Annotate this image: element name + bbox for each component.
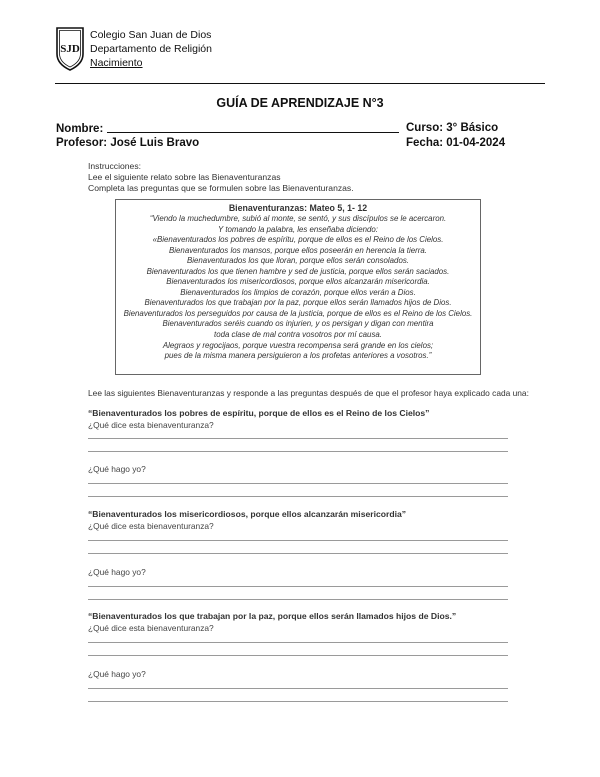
unit-topic: Nacimiento xyxy=(90,57,143,69)
name-course-row xyxy=(56,122,506,135)
reading-line: Bienaventurados los que tienen hambre y sed de justicia, porque ellos serán saciados. xyxy=(146,266,450,276)
school-crest-lettering: SJD xyxy=(60,43,80,55)
header-divider xyxy=(55,83,545,84)
instructions xyxy=(88,161,354,194)
question-what-do-i: ¿Qué hago yo? xyxy=(88,464,146,474)
reading-line: Alegraos y regocijaos, porque vuestra recompensa será grande en los cielos; xyxy=(162,340,434,350)
answer-line[interactable] xyxy=(88,655,508,656)
reading-line: Bienaventurados los limpios de corazón, porque ellos verán a Dios. xyxy=(180,287,416,297)
reading-box xyxy=(115,199,481,375)
answer-line[interactable] xyxy=(88,701,508,702)
answer-line[interactable] xyxy=(88,586,508,587)
answer-line[interactable] xyxy=(88,438,508,439)
reading-line: Bienaventurados seréis cuando os injurien, y os persigan y digan con mentira xyxy=(162,319,434,329)
answer-line[interactable] xyxy=(88,451,508,452)
question-what-says: ¿Qué dice esta bienaventuranza? xyxy=(88,521,214,531)
school-info xyxy=(90,28,212,70)
instructions-line: Lee el siguiente relato sobre las Bienaventuranzas xyxy=(88,172,281,182)
teacher-date-row xyxy=(56,137,506,149)
question-quote: “Bienaventurados los pobres de espíritu, porque de ellos es el Reino de los Cielos” xyxy=(88,408,430,418)
school-crest-icon xyxy=(55,26,85,72)
course-label: Curso: 3° Básico xyxy=(406,122,499,134)
date-label: Fecha: 01-04-2024 xyxy=(406,137,506,149)
question-quote: “Bienaventurados los misericordiosos, porque ellos alcanzarán misericordia” xyxy=(88,509,407,519)
question-what-says: ¿Qué dice esta bienaventuranza? xyxy=(88,623,214,633)
answer-line[interactable] xyxy=(88,642,508,643)
question-what-do-i: ¿Qué hago yo? xyxy=(88,669,146,679)
reading-line: Bienaventurados los mansos, porque ellos poseerán en herencia la tierra. xyxy=(169,245,427,255)
department-name: Departamento de Religión xyxy=(90,43,212,55)
reading-title: Bienaventuranzas: Mateo 5, 1- 12 xyxy=(228,203,368,213)
reading-line: Y tomando la palabra, les enseñaba diciendo: xyxy=(218,224,378,234)
reading-line: Bienaventurados los perseguidos por causa de la justicia, porque de ellos es el Reino de los Cielos. xyxy=(123,308,473,318)
question-what-says: ¿Qué dice esta bienaventuranza? xyxy=(88,420,214,430)
answer-line[interactable] xyxy=(88,496,508,497)
answer-line[interactable] xyxy=(88,483,508,484)
reading-line: toda clase de mal contra vosotros por mí causa. xyxy=(214,330,382,340)
answer-line[interactable] xyxy=(88,599,508,600)
reading-line: Bienaventurados los que lloran, porque ellos serán consolados. xyxy=(187,256,409,266)
question-quote: “Bienaventurados los que trabajan por la paz, porque ellos serán llamados hijos de Dios.” xyxy=(88,611,457,621)
reading-line: pues de la misma manera persiguieron a los profetas anteriores a vosotros.” xyxy=(164,351,432,361)
reading-line: Bienaventurados los misericordiosos, porque ellos alcanzarán misericordia. xyxy=(166,277,430,287)
reading-line: “Viendo la muchedumbre, subió al monte, se sentó, y sus discípulos se le acercaron. xyxy=(149,214,447,223)
name-input-line[interactable] xyxy=(107,122,399,133)
answer-line[interactable] xyxy=(88,553,508,554)
name-label: Nombre: xyxy=(56,123,104,135)
reading-line: Bienaventurados los que trabajan por la paz, porque ellos serán llamados hijos de Dios. xyxy=(144,298,452,308)
answer-line[interactable] xyxy=(88,688,508,689)
teacher-label: Profesor: José Luis Bravo xyxy=(56,137,200,149)
questions-lead: Lee las siguientes Bienaventuranzas y responde a las preguntas después de que el profesor haya explicado cada una: xyxy=(88,388,529,398)
answer-line[interactable] xyxy=(88,540,508,541)
instructions-line: Completa las preguntas que se formulen sobre las Bienaventuranzas. xyxy=(88,183,354,193)
reading-line: «Bienaventurados los pobres de espíritu, porque de ellos es el Reino de los Cielos. xyxy=(152,235,444,245)
instructions-heading: Instrucciones: xyxy=(88,161,142,171)
page-title: GUÍA DE APRENDIZAJE N°3 xyxy=(216,96,384,110)
question-what-do-i: ¿Qué hago yo? xyxy=(88,567,146,577)
school-name: Colegio San Juan de Dios xyxy=(90,29,212,41)
